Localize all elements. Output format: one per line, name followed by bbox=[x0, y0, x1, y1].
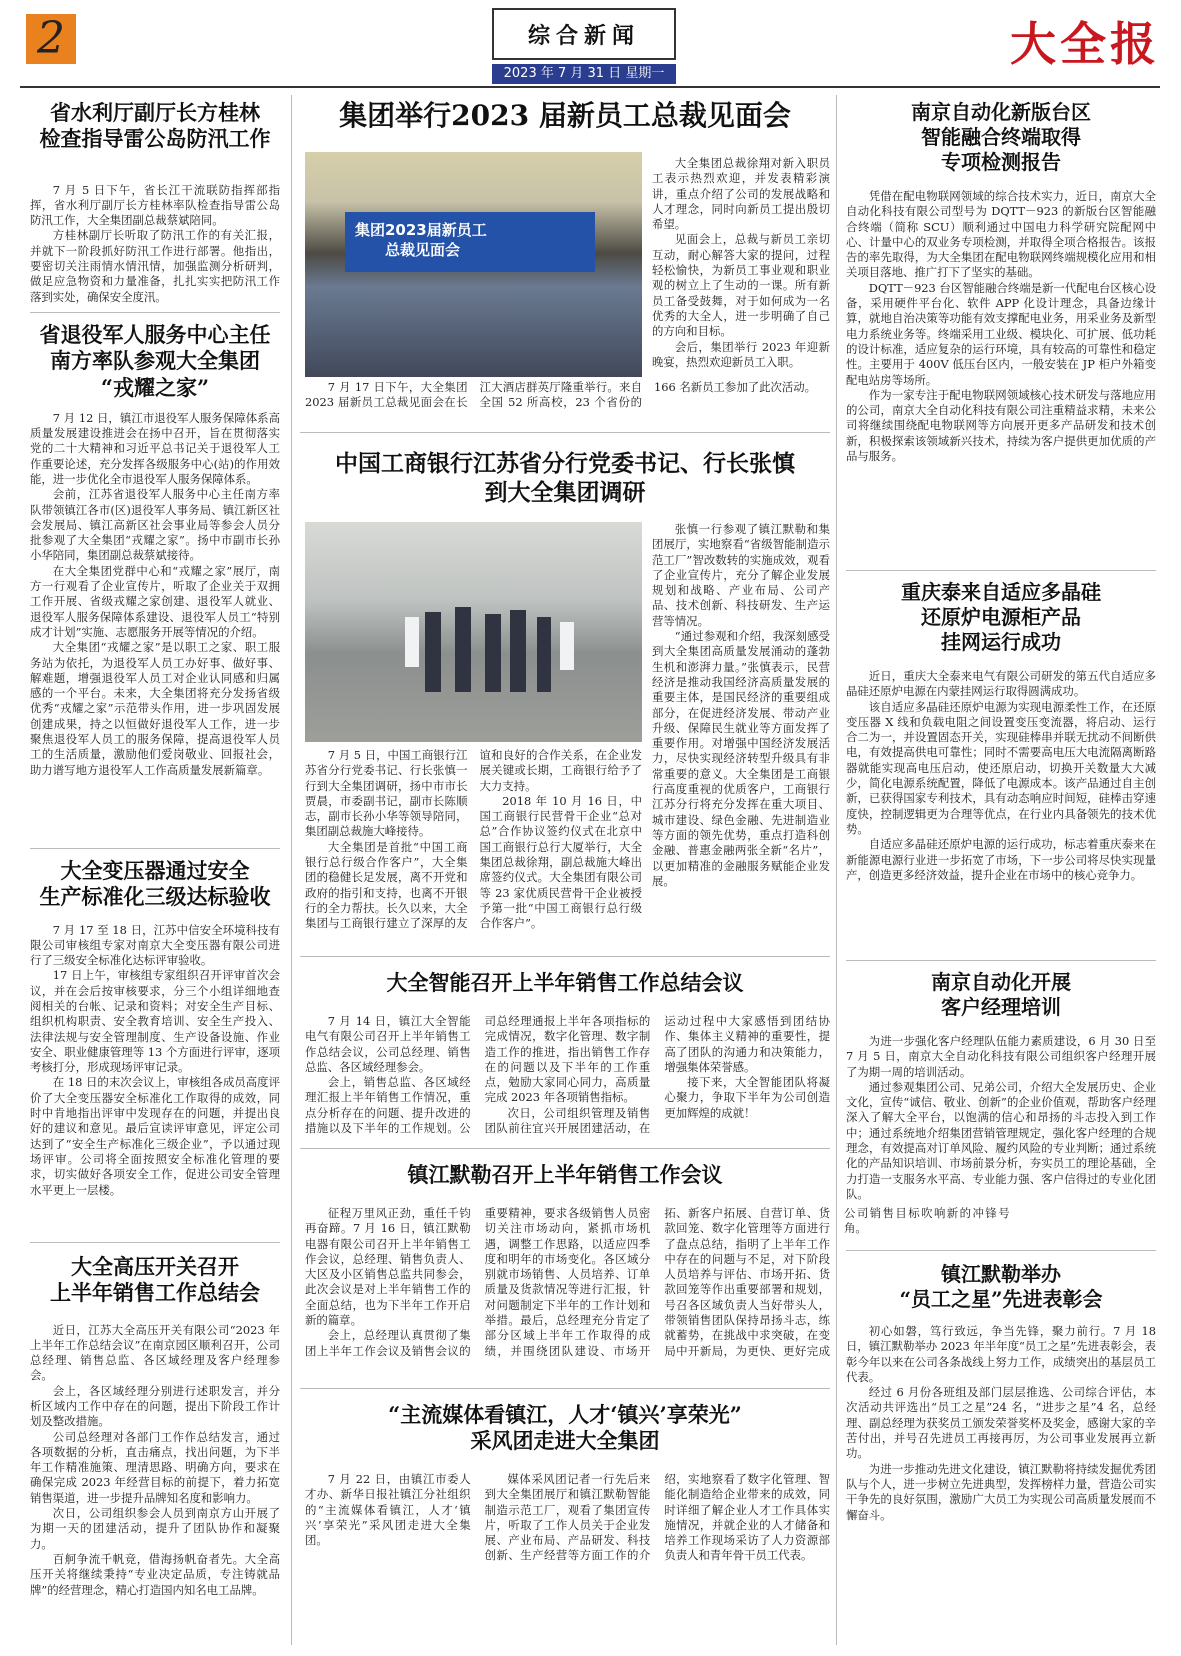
article-left-3 bbox=[30, 858, 280, 1259]
paragraph: 公司总经理对各部门工作作总结发言，通过各项数据的分析，直击痛点，找出问题，为下半年工作精准施策、理清思路、明确方向，要求在确保完成 2023 年经营目标的前提下，着力拓宽销售渠道，进一步提升品牌知名度和影响力。 bbox=[30, 1429, 280, 1505]
headline: 镇江默勒举办 “员工之星”先进表彰会 bbox=[899, 1262, 1103, 1311]
paragraph: 近日，江苏大全高压开关有限公司“2023 年上半年工作总结会议”在南京园区顺利召开，公司总经理、销售总监、各区域经理及客户经理参会。 bbox=[30, 1322, 280, 1383]
paragraph: DQTT－923 台区智能融合终端是新一代配电台区核心设备，采用硬件平台化、软件 APP 化设计理念，具备边缘计算，就地自治决策等功能有效支撑配电业务，用采业务及新型电力系统业务等。终端采用工业级、模块化、可扩展、低功耗的设计标准，适应复杂的运行环境，具有较高的可靠性和稳定性。主要用于 400V 低压台区内，一般安装在 JP 柜户外箱变配电站房等场所。 bbox=[846, 280, 1156, 387]
article-left-1 bbox=[30, 100, 280, 323]
photo-new-employees-meeting bbox=[305, 152, 642, 377]
paragraph: 7 月 5 日，中国工商银行江苏省分行党委书记、行长张慎一行到大全集团调研，扬中市市长贾晨，市委副书记，副市长陈顺志，副市长孙小华等领导陪同，集团副总裁施大峰接待。 bbox=[305, 748, 468, 839]
issue-date: 2023 年 7 月 31 日 星期一 bbox=[492, 64, 676, 84]
masthead-logo: 大全报 bbox=[1010, 17, 1160, 71]
article-body-a1-lead bbox=[305, 380, 817, 420]
article-divider bbox=[300, 432, 830, 433]
headline: 南京自动化新版台区 智能融合终端取得 专项检测报告 bbox=[911, 100, 1091, 174]
headline: 大全智能召开上半年销售工作总结会议 bbox=[386, 970, 744, 995]
article-body-a2 bbox=[652, 522, 830, 940]
article-divider bbox=[300, 1148, 830, 1149]
headline: 中国工商银行江苏省分行党委书记、行长张慎 到大全集团调研 bbox=[335, 450, 795, 506]
article-body bbox=[846, 669, 1156, 951]
headline: 镇江默勒召开上半年销售工作会议 bbox=[407, 1162, 723, 1187]
paragraph: 7 月 14 日，镇江大全智能电气有限公司召开上半年销售工作总结会议，公司总经理、销售总监、各区域经理参会。 bbox=[305, 1014, 471, 1074]
paragraph: 近日，重庆大全泰来电气有限公司研发的第五代自适应多晶硅还原炉电源在内蒙挂网运行取得圆满成功。 bbox=[846, 669, 1156, 699]
paragraph: 7 月 22 日，由镇江市委人才办、新华日报社镇江分社组织的“主流媒体看镇江，人才‘镇兴’享荣光”采风团走进大全集团。 bbox=[305, 1472, 471, 1548]
paragraph: 会后，集团举行 2023 年迎新晚宴，热烈欢迎新员工入职。 bbox=[652, 339, 830, 369]
article-body-a2-lead bbox=[305, 748, 642, 940]
article-body bbox=[30, 183, 280, 323]
paragraph: 大全集团“戎耀之家”是以职工之家、职工服务站为依托，为退役军人员工办好事、做好事、解难题，增强退役军人员工对企业认同感和归属感的一个平台。未来，大全集团将充分发扬省级优秀“戎耀之家”示范带头作用，进一步巩固发展创建成果，持之以恒做好退役军人工作，进一步聚焦退役军人员工的服务保障，提高退役军人员工的生活质量，激励他们爱岗敬业、回报社会，助力谱写地方退役军人工作高质量发展新篇章。 bbox=[30, 640, 280, 777]
paragraph: 次日，公司组织管理及销售团队前往宜兴开展团建活动，在运动过程中大家感悟到团结协作、集体主义精神的重要性，提高了团队的沟通力和决策能力，增强集体荣誉感。 bbox=[484, 1014, 830, 1136]
paragraph: 次日，公司组织参会人员到南京方山开展了为期一天的团建活动，提升了团队协作和凝聚力。 bbox=[30, 1506, 280, 1551]
headline-main: 集团举行2023 届新员工总裁见面会 bbox=[339, 99, 791, 132]
header-divider bbox=[20, 86, 1160, 88]
article-left-2 bbox=[30, 322, 280, 823]
section-title: 综合新闻 bbox=[492, 8, 676, 60]
paragraph: 在大全集团党群中心和“戎耀之家”展厅，南方一行观看了企业宣传片，听取了企业关于双拥工作开展、省级戎耀之家创建、退役军人就业、退役军人服务保障体系建设、退役军人员工“特别成才计划”实施、志愿服务开展等情况的介绍。 bbox=[30, 563, 280, 639]
page-number: 2 bbox=[26, 14, 76, 64]
paragraph: 初心如磐，笃行致远，争当先锋，聚力前行。7 月 18 日，镇江默勒举办 2023 年半年度“员工之星”先进表彰会，表彰今年以来在公司各条战线上努力工作，成绩突出的基层员工代表。 bbox=[846, 1324, 1156, 1384]
article-body bbox=[846, 189, 1156, 561]
article-body-a5 bbox=[305, 1472, 830, 1650]
paragraph: 7 月 17 至 18 日，江苏中信安全环境科技有限公司审核组专家对南京大全变压器有限公司进行了三级安全标准化达标评审验收。 bbox=[30, 922, 280, 968]
article-left-4 bbox=[30, 1254, 280, 1649]
paragraph: 7 月 12 日，镇江市退役军人服务保障体系高质量发展建设推进会在扬中召开，旨在贯彻落实党的二十大精神和习近平总书记关于退役军人工作重要论述，充分发挥各级服务中心(站)的作用效能，进一步优化全市退役军人服务保障体系。 bbox=[30, 410, 280, 486]
stage-banner-text: 总裁见面会 bbox=[385, 241, 461, 259]
paragraph: 方桂林副厅长听取了防汛工作的有关汇报，并就下一阶段抓好防汛工作进行部署。他指出，要密切关注雨情水情汛情，加强监测分析研判，做足应急物资和力量准备，扎扎实实把防汛工作落到实处，确保安全度汛。 bbox=[30, 228, 280, 304]
article-right-1 bbox=[846, 100, 1156, 561]
paragraph: 经过 6 月份各班组及部门层层推选、公司综合评估，本次活动共评选出“员工之星”24 名，“进步之星”4 名，总经理、副总经理为获奖员工颁发荣誉奖杯及奖金，感谢大家的辛苦付出，并号召先进员工再接再厉，为公司事业发展再立新功。 bbox=[846, 1385, 1156, 1461]
stage-banner-text: 集团2023届新员工 bbox=[355, 221, 487, 239]
paragraph: 会上，销售总监、各区域经理汇报上半年销售工作情况，重点分析存在的问题、提升改进的措施以及下半年的工作规划。公司总经理通报上半年各项指标的完成情况，数字化管理、数字制造工作的推进，指出销售工作存在的问题以及下半年的工作重点，勉励大家同心同力，高质量完成 2023 年各项销售指标。 bbox=[305, 1014, 651, 1136]
headline: 省水利厅副厅长方桂林 检查指导雷公岛防汛工作 bbox=[39, 100, 271, 152]
paragraph: 通过参观集团公司、兄弟公司，介绍大全发展历史、企业文化，宣传“诚信、敬业、创新”的企业价值观，帮助客户经理深入了解大全平台，以饱满的信心和昂扬的斗志投入到工作中；通过系统地介绍集团营销管理规定，强化客户经理的合规理念，有效提高对订单风险、履约风险的专业判断；通过系统化的产品知识培训、市场前景分析，夯实员工的理论基础，全力打造一支服务水平高、专业能力强、客户信得过的专业化团队。 bbox=[846, 1079, 1156, 1201]
paragraph: 媒体采风团记者一行先后来到大全集团展厅和镇江默勒智能制造示范工厂，观看了集团宣传片，听取了工作人员关于企业发展、产业布局、产品研发、科技创新、生产经营等方面工作的介绍，实地察看了数字化管理、智能化制造给企业带来的成效，同时详细了解企业人才工作具体实施情况，并就企业的人才储备和培养工作现场采访了人力资源部负责人和青年骨干员工代表。 bbox=[484, 1472, 830, 1563]
headline: “主流媒体看镇江，人才‘镇兴’享荣光” 采风团走进大全集团 bbox=[388, 1402, 742, 1454]
article-divider bbox=[30, 312, 280, 313]
paragraph: 接下来，大全智能团队将凝心聚力，争取下半年为公司创造更加辉煌的成就！ bbox=[664, 1075, 830, 1120]
article-body bbox=[30, 1323, 280, 1649]
headline: 大全变压器通过安全 生产标准化三级达标验收 bbox=[39, 858, 271, 910]
paragraph: 为进一步推动先进文化建设，镇江默勒将持续发掘优秀团队与个人，进一步树立先进典型，发挥榜样力量，营造公司实干争先的良好氛围，激励广大员工为实现公司高质量发展而不懈奋斗。 bbox=[846, 1461, 1156, 1522]
article-divider bbox=[846, 570, 1156, 571]
paragraph: 凭借在配电物联网领域的综合技术实力，近日，南京大全自动化科技有限公司型号为 DQTT－923 的新版台区智能融合终端（简称 SCU）顺利通过中国电力科学研究院配网中心、计量中心的双业务专项检测，并取得全项合格报告。该报告的率先取得，为大全集团在配电物联网终端规模化应用和相关项目落地、推广打下了坚实的基础。 bbox=[846, 189, 1156, 280]
article-body bbox=[30, 923, 280, 1259]
column-divider-left bbox=[291, 95, 292, 1645]
article-right-4 bbox=[846, 1262, 1156, 1636]
article-divider bbox=[846, 1250, 1156, 1251]
visitors-illustration bbox=[305, 522, 642, 742]
photo-bank-visit bbox=[305, 522, 642, 742]
article-divider bbox=[30, 848, 280, 849]
headline: 省退役军人服务中心主任 南方率队参观大全集团 “戎耀之家” bbox=[39, 322, 271, 400]
article-divider bbox=[846, 960, 1156, 961]
paragraph: 会上，总经理认真贯彻了集团上半年工作会议及销售会议的重要精神，要求各级销售人员密切关注市场动向，紧抓市场机遇，调整工作思路，以适应四季度和明年的市场变化。各区域分别就市场销售、人员培养、订单质量及货款情况等进行汇报，针对问题制定下半年的工作计划和举措。最后，总经理充分肯定了部分区域上半年工作取得的成绩，并围绕团队建设、市场开拓、新客户拓展、自营订单、货款回笼、数字化管理等方面进行了盘点总结，指明了上半年工作中存在的问题与不足，对下阶段人员培养与评估、市场开拓、货款回笼等作出重要部署和规划，号召各区域负责人当好带头人，带领销售团队保持昂扬斗志，练就蓄势，在挑战中求突破，在变局中开新局，为更快、更好完成公司销售目标吹响新的冲锋号角。 bbox=[305, 1206, 1010, 1358]
article-right-3 bbox=[846, 970, 1156, 1218]
paragraph: 会前，江苏省退役军人服务中心主任南方率队带领镇江各市(区)退役军人事务局、镇江新区社会发展局、镇江高新区社会事业局等参会人员分批参观了大全集团“戎耀之家”。扬中市副市长孙小华陪同，集团副总裁蔡斌接待。 bbox=[30, 487, 280, 563]
article-body-a1 bbox=[652, 156, 830, 422]
article-divider bbox=[300, 956, 830, 957]
column-divider-right bbox=[836, 95, 837, 1645]
paragraph: 在 18 日的末次会议上，审核组各成员高度评价了大全变压器安全标准化工作取得的成效，同时中肯地指出评审中发现存在的问题，并提出良好的建议和意见。最后宣读评审意见，评定公司达到了“安全生产标准化三级企业”，予以通过现场评审。公司将全面按照安全标准化管理的要求，切实做好各项安全工作，促进公司安全管理水平更上一层楼。 bbox=[30, 1075, 280, 1197]
paragraph: 见面会上，总裁与新员工亲切互动，耐心解答大家的提问，过程轻松愉快，为新员工事业观和职业观的树立上了生动的一课。所有新员工备受鼓舞，对于如何成为一名优秀的大全人，进一步明确了自己的方向和目标。 bbox=[652, 232, 830, 339]
paragraph: 张慎一行参观了镇江默勒和集团展厅，实地察看“省级智能制造示范工厂”智改数转的实施成效，观看了企业宣传片，充分了解企业发展规划和战略、产业布局、公司产品、技术创新、科技研发、生产运营等情况。 bbox=[652, 522, 830, 628]
paragraph: 7 月 17 日下午，大全集团 2023 届新员工总裁见面会在长江大酒店群英厅隆重举行。来自全国 52 所高校，23 个省份的 166 名新员工参加了此次活动。 bbox=[305, 380, 817, 410]
paragraph: “通过参观和介绍，我深刻感受到大全集团高质量发展涌动的蓬勃生机和澎湃力量。”张慎表示，民营经济是推动我国经济高质量发展的重要主体，是国民经济的重要组成部分，在促进经济发展、带动产业升级、保障民生就业等方面发挥了重要作用。对增强中国经济发展活力，尽快实现经济转型升级具有非常重要的意义。大全集团是工商银行高度重视的优质客户，工商银行江苏分行将充分发挥在重大项目、城市建设、绿色金融、先进制造业等方面的领先优势，重点打造科创金融、普惠金融两张全新“名片”，以更加精准的金融服务赋能企业发展。 bbox=[652, 629, 830, 888]
headline: 重庆泰来自适应多晶硅 还原炉电源柜产品 挂网运行成功 bbox=[901, 580, 1101, 654]
paragraph: 大全集团是首批“中国工商银行总行级合作客户”，大全集团的稳健长足发展，离不开党和政府的指引和支持，也离不开银行的全力帮扶。长久以来，大全集团与工商银行建立了深厚的友谊和良好的合作关系，在企业发展关键或长期，工商银行给予了大力支持。 bbox=[305, 748, 642, 931]
paragraph: 大全集团总裁徐翔对新入职员工表示热烈欢迎，并发表精彩演讲，重点介绍了公司的发展战略和人才理念，同时向新员工提出殷切希望。 bbox=[652, 156, 830, 232]
paragraph: 百舸争流千帆竞，借海扬帆奋者先。大全高压开关将继续秉持“专业决定品质，专注铸就品牌”的经营理念，精心打造国内知名电工品牌。 bbox=[30, 1551, 280, 1597]
article-right-2 bbox=[846, 580, 1156, 951]
paragraph: 该自适应多晶硅还原炉电源为实现电源柔性工作，在还原变压器 X 线和负载电阻之间设置变压变流器，将启动、运行合二为一，并设置固态开关，实现硅棒串并联无扰动不间断供电，有效提高供电可靠性；同时不需要高电压大电流隔离断路器就能实现高电压启动，使还原启动，切换开关数量大大减少，简化电源系统配置，降低了电源成本。该产品通过自主创新，已获得国家专利技术，具有动态响应时间短，硅棒击穿速度快，控制逻辑更为合理等优点，在行业内具备领先的技术优势。 bbox=[846, 699, 1156, 836]
article-divider bbox=[30, 1242, 280, 1243]
paragraph: 7 月 5 日下午，省长江干流联防指挥部指挥，省水利厅副厅长方桂林率队检查指导雷公岛防汛工作，大全集团副总裁蔡斌陪同。 bbox=[30, 182, 280, 228]
paragraph: 会上，各区域经理分别进行述职发言，并分析区域内工作中存在的问题，提出下阶段工作计划及整改措施。 bbox=[30, 1383, 280, 1429]
paragraph: 2018 年 10 月 16 日，中国工商银行民营骨干企业“总对总”合作协议签约仪式在北京中国工商银行总行大厦举行，大全集团总裁徐翔，副总裁施大峰出席签约仪式。大全集团有限公司等 23 家优质民营骨干企业被授予第一批“中国工商银行总行级合作客户”。 bbox=[479, 793, 642, 931]
article-body bbox=[846, 1324, 1156, 1636]
headline: 南京自动化开展 客户经理培训 bbox=[931, 970, 1071, 1019]
paragraph: 作为一家专注于配电物联网领域核心技术研发与落地应用的公司，南京大全自动化科技有限公司注重精益求精，未来公司将继续围绕配电物联网等方向展开更多产品研发和技术创新，积极探索该领域新兴技术，持续为客户提供更加优质的产品与服务。 bbox=[846, 387, 1156, 464]
paragraph: 自适应多晶硅还原炉电源的运行成功，标志着重庆泰来在新能源电源行业进一步拓宽了市场，下一步公司将尽快实现量产，创造更多经济效益，提升企业在市场中的核心竞争力。 bbox=[846, 837, 1156, 882]
headline: 大全高压开关召开 上半年销售工作总结会 bbox=[50, 1254, 260, 1306]
paragraph: 为进一步强化客户经理队伍能力素质建设，6 月 30 日至 7 月 5 日，南京大全自动化科技有限公司组织客户经理开展了为期一周的培训活动。 bbox=[846, 1034, 1156, 1079]
paragraph: 17 日上午，审核组专家组织召开评审首次会议，并在会后按审核要求，分三个小组详细地查阅相关的台帐、记录和资料；对安全生产目标、组织机构职责、安全教育培训、安全生产投入、法律法规与安全管理制度、生产设备设施、作业安全、职业健康管理等 13 个方面进行评审，逐项考核打分，形成现场评审记录。 bbox=[30, 968, 280, 1075]
article-body bbox=[846, 1034, 1156, 1218]
article-body bbox=[30, 411, 280, 823]
article-divider bbox=[300, 1388, 830, 1389]
paragraph: 征程万里风正劲，重任千钧再奋蹄。7 月 16 日，镇江默勒电器有限公司召开上半年销售工作会议，总经理、销售负责人、大区及小区销售总监共同参会，此次会议是对上半年销售工作的全面总结，也为下半年工作开启新的篇章。 bbox=[305, 1206, 471, 1328]
article-body-a3 bbox=[305, 1014, 830, 1138]
